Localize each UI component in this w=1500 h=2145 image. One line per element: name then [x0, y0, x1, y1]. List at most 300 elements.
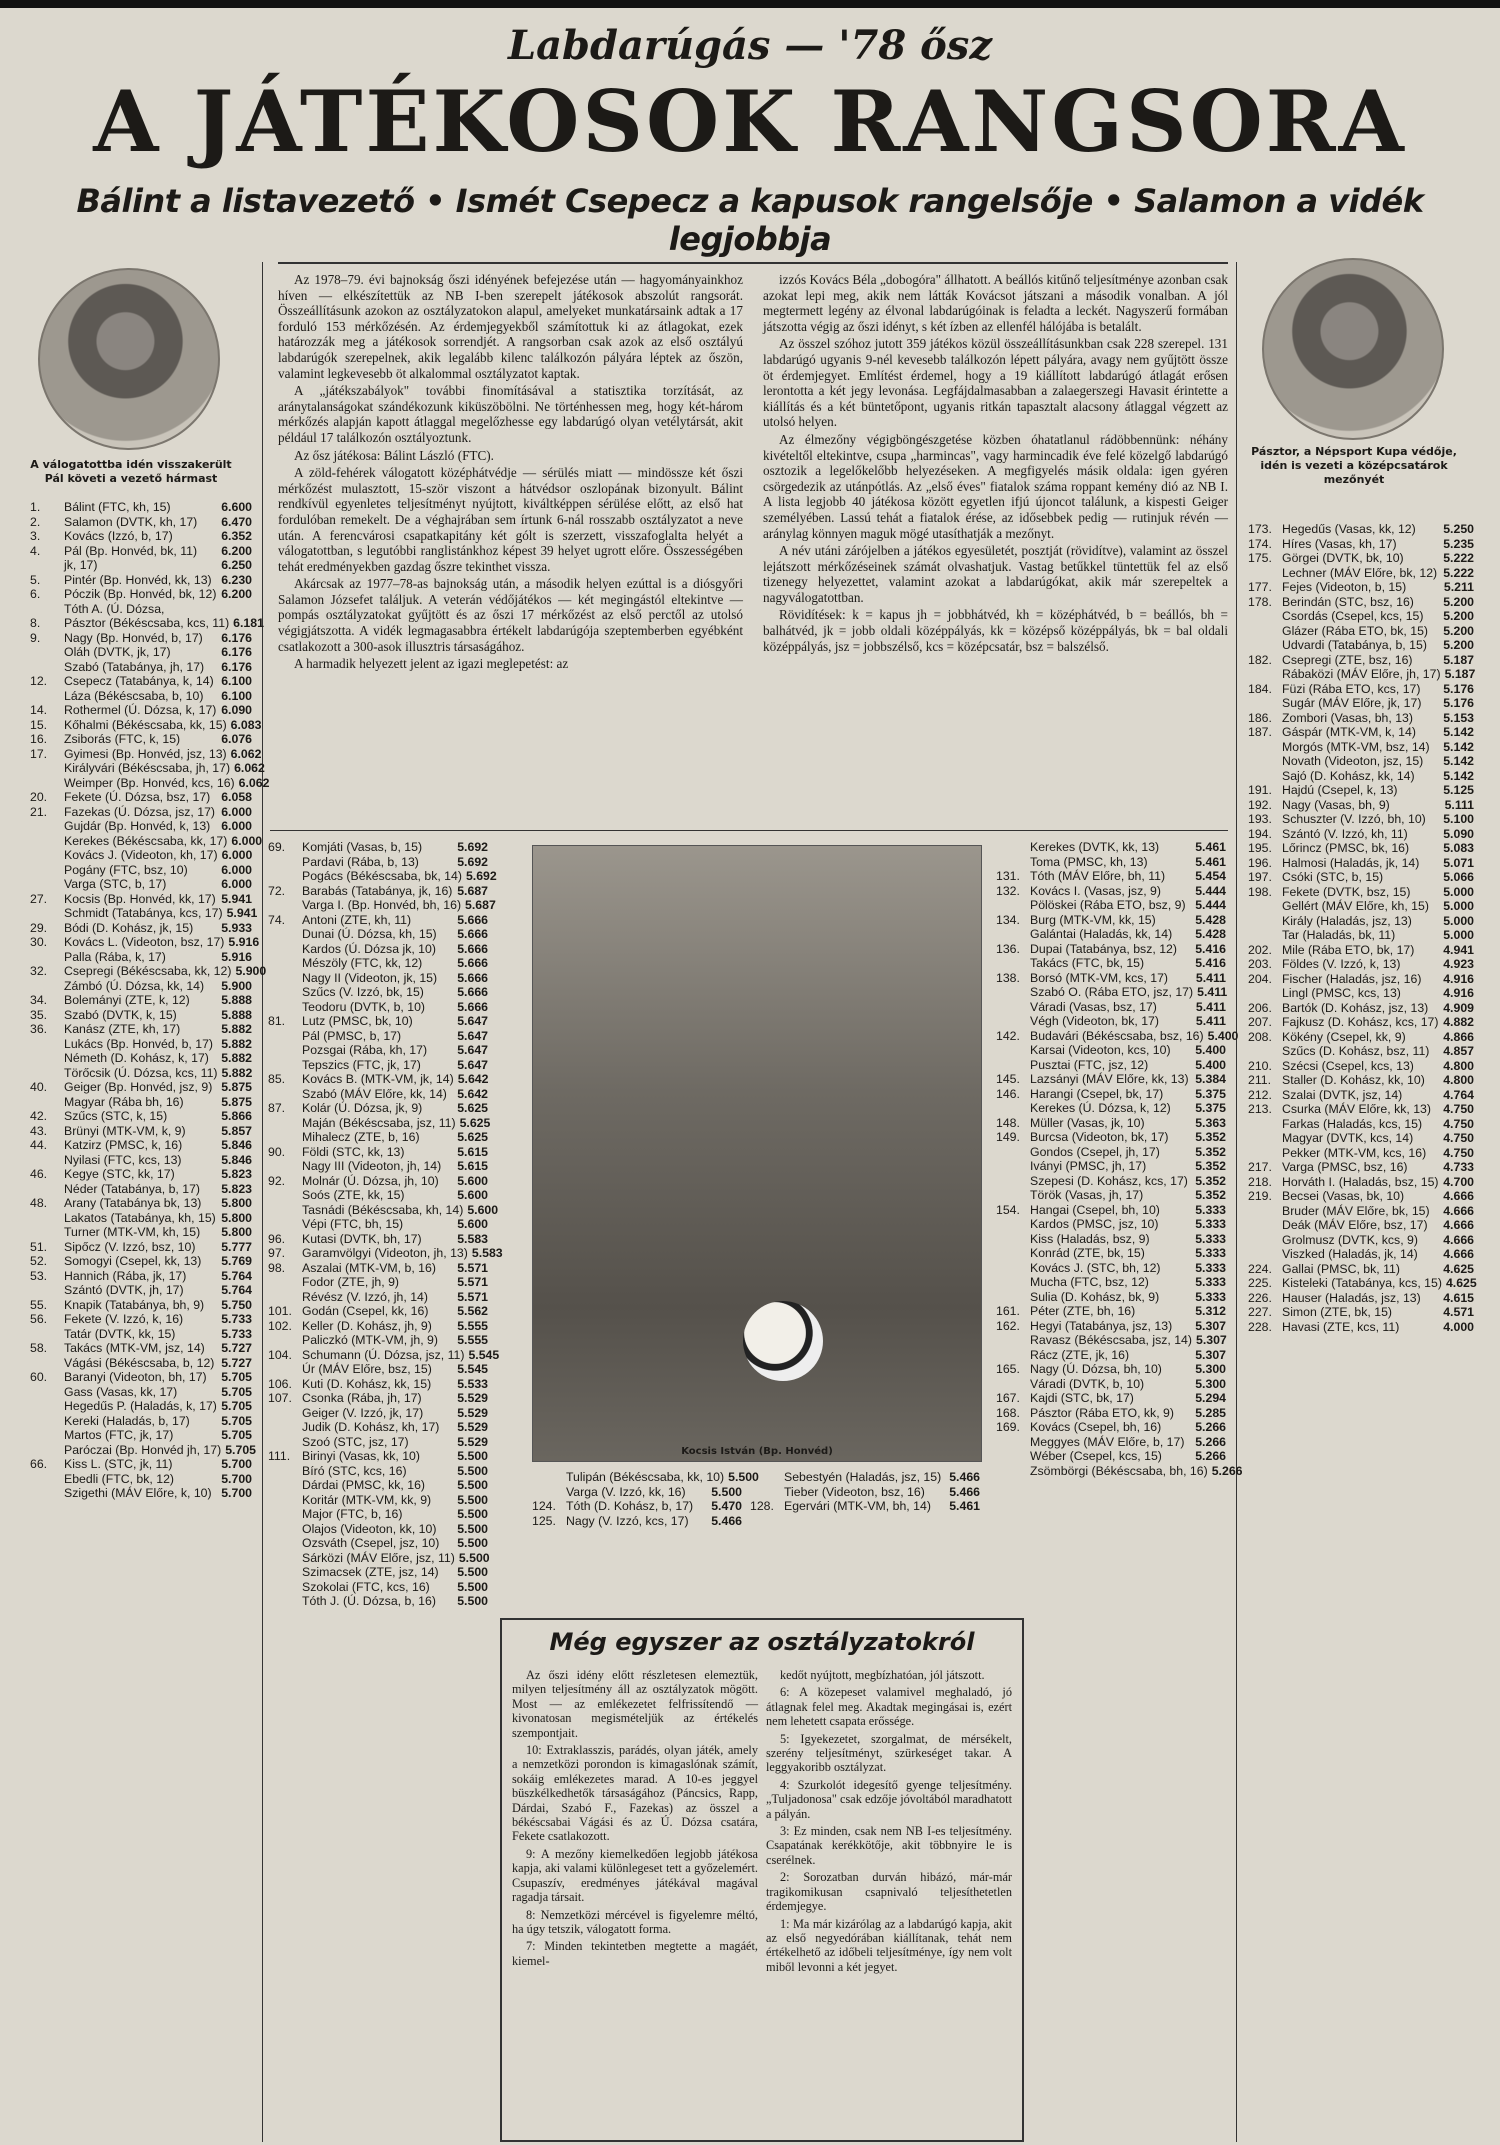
player-score: 5.000: [1443, 928, 1474, 942]
player-name: Halmosi (Haladás, jk, 14): [1282, 855, 1420, 870]
player-name: Palla (Rába, k, 17): [64, 949, 166, 964]
ranking-row: [30, 1269, 252, 1284]
player-name: Péter (ZTE, bh, 16): [1030, 1304, 1136, 1318]
player-name: Fazekas (Ú. Dózsa, jsz, 17): [64, 804, 216, 819]
rank-number: 96.: [268, 1231, 286, 1246]
player-name: Hegedűs (Vasas, kk, 12): [1282, 522, 1416, 536]
rank-number: [1248, 1204, 1278, 1219]
rank-number: [268, 1580, 298, 1595]
player-score: 5.705: [221, 1384, 252, 1399]
rank-number: 2.: [30, 514, 41, 529]
player-score: 5.555: [457, 1318, 488, 1333]
player-name: Törőcsik (Ú. Dózsa, kcs, 11): [64, 1065, 218, 1080]
ranking-row: [996, 1275, 1226, 1290]
player-name: Láza (Békéscsaba, b, 10): [64, 688, 204, 703]
player-score: 5.352: [1195, 1130, 1226, 1144]
ranking-row: [268, 884, 488, 899]
player-score: 5.090: [1443, 826, 1474, 841]
ranking-row: [30, 500, 252, 515]
player-name: Mile (Rába ETO, bk, 17): [1282, 942, 1415, 957]
player-name: Koritár (MTK-VM, kk, 9): [302, 1492, 432, 1507]
player-score: 4.666: [1443, 1247, 1474, 1261]
player-name: Pintér (Bp. Honvéd, kk, 13): [64, 572, 212, 587]
player-score: 5.142: [1443, 754, 1474, 768]
rank-number: 206.: [1248, 1000, 1272, 1015]
ranking-row: [30, 1196, 252, 1211]
ranking-row: [268, 1029, 488, 1044]
player-name: Lutz (PMSC, bk, 10): [302, 1014, 413, 1028]
paragraph: A zöld-fehérek válogatott középhátvédje — sérülés miatt — mindössze két őszi mérkőzést mulasztott, 15-ször viszont a hátvédsor oszlopának bizonyult. Bálint rendkívül egyenletes teljesítményt nyújtott, kiváltképpen sérülése előtt, az első hat fordulóban remekelt. De a véghajrában sem írtunk 6-nál rosszabb osztályzatot a neve után. A ferencvárosi csapatkapitány két gólt is szerzett, visszafoglalta helyét a válogatottban, s legutóbbi ranglistánkhoz képest 39 helyet ugrott előre. Összességében tehát eredményekben gazdag őszre tekinthet vissza.: [278, 465, 743, 574]
intro-article: [278, 262, 1228, 824]
player-score: 5.705: [221, 1413, 252, 1428]
rank-number: 42.: [30, 1109, 48, 1123]
rank-number: 182.: [1248, 652, 1272, 667]
ranking-row: [996, 1130, 1226, 1145]
player-name: Szokolai (FTC, kcs, 16): [302, 1579, 430, 1594]
ranking-row: [996, 1435, 1226, 1450]
rank-number: [30, 689, 60, 704]
rank-number: 29.: [30, 920, 48, 935]
player-name: Bódi (D. Kohász, jk, 15): [64, 920, 194, 935]
player-name: Szűcs (V. Izzó, bk, 15): [302, 985, 424, 999]
rank-number: 51.: [30, 1239, 48, 1254]
player-name: Oláh (DVTK, jk, 17): [64, 645, 171, 659]
player-score: 5.692: [457, 854, 488, 869]
player-score: 6.083: [230, 717, 262, 732]
ranking-row: [996, 1217, 1226, 1232]
player-score: 5.916: [221, 949, 252, 964]
player-name: Hegedűs P. (Haladás, k, 17): [64, 1399, 217, 1413]
rank-number: 34.: [30, 993, 48, 1007]
ranking-row: [1248, 754, 1474, 769]
player-score: 5.666: [457, 927, 488, 941]
player-score: 6.600: [221, 500, 252, 514]
rank-number: [996, 1014, 1026, 1029]
rank-number: [30, 1414, 60, 1429]
player-name: Zámbó (Ú. Dózsa, kk, 14): [64, 978, 205, 993]
rank-number: [30, 863, 60, 878]
rank-number: 228.: [1248, 1319, 1272, 1334]
player-name: Gass (Vasas, kk, 17): [64, 1384, 178, 1399]
ranking-row: [268, 1507, 488, 1522]
rank-number: [996, 1333, 1026, 1348]
player-name: Berindán (STC, bsz, 16): [1282, 594, 1414, 609]
player-name: Kovács (Izzó, b, 17): [64, 529, 173, 543]
match-photo: [532, 845, 982, 1462]
ranking-row: [996, 1101, 1226, 1116]
rank-number: [30, 1385, 60, 1400]
rank-number: 60.: [30, 1370, 48, 1384]
rank-number: [1248, 1117, 1278, 1132]
player-score: 5.300: [1195, 1362, 1226, 1376]
ranking-row: [532, 1499, 742, 1514]
player-score: 5.466: [711, 1513, 742, 1528]
player-score: 5.400: [1207, 1028, 1239, 1043]
ranking-row: [30, 746, 262, 762]
grading-col-2: [766, 1668, 1012, 1977]
column-rule: [1236, 262, 1237, 2142]
player-score: 5.153: [1443, 710, 1474, 725]
ranking-row: [30, 1254, 252, 1269]
ranking-row: [996, 1362, 1226, 1377]
grading-col-1: [512, 1668, 758, 1971]
player-name: Meggyes (MÁV Előre, b, 17): [1030, 1434, 1185, 1449]
player-name: Kovács J. (STC, bh, 12): [1030, 1260, 1161, 1275]
player-name: Pusztai (FTC, jsz, 12): [1030, 1057, 1149, 1072]
player-score: 5.461: [1195, 840, 1226, 854]
player-score: 4.571: [1443, 1305, 1474, 1319]
player-name: Vépi (FTC, bh, 15): [302, 1217, 404, 1231]
ranking-row: [532, 1485, 742, 1500]
player-score: 5.500: [457, 1478, 488, 1492]
player-score: 5.500: [711, 1484, 742, 1499]
ranking-row: [268, 971, 488, 986]
rank-number: 161.: [996, 1304, 1020, 1318]
rank-number: [30, 848, 60, 863]
player-score: 5.294: [1195, 1391, 1226, 1405]
ranking-row: [1248, 1030, 1474, 1045]
ranking-row: [268, 1420, 488, 1435]
rank-number: 174.: [1248, 536, 1272, 551]
player-name: Takács (MTK-VM, jsz, 14): [64, 1341, 205, 1355]
ranking-row: [1248, 928, 1474, 943]
player-score: 4.666: [1443, 1232, 1474, 1247]
player-score: 6.100: [221, 688, 252, 703]
player-score: 5.666: [457, 956, 488, 970]
player-name: Dupai (Tatabánya, bsz, 12): [1030, 941, 1177, 956]
player-name: Bolemányi (ZTE, k, 12): [64, 993, 190, 1007]
rank-number: 198.: [1248, 884, 1272, 899]
player-name: Váradi (Vasas, bsz, 17): [1030, 999, 1157, 1014]
player-score: 5.411: [1195, 970, 1226, 985]
top-rule: [0, 0, 1500, 8]
ranking-row: [1248, 1001, 1474, 1016]
player-name: Kovács L. (Videoton, bsz, 17): [64, 935, 225, 949]
page-title: A JÁTÉKOSOK RANGSORA: [93, 72, 1407, 171]
ranking-row: [996, 840, 1226, 855]
ranking-row: [1248, 624, 1474, 639]
player-score: 5.333: [1195, 1231, 1226, 1246]
rank-number: 218.: [1248, 1174, 1272, 1189]
player-name: Harangi (Csepel, bk, 17): [1030, 1086, 1164, 1101]
ranking-row: [1248, 551, 1474, 566]
player-name: Királyvári (Békéscsaba, jh, 17): [64, 761, 231, 775]
rank-number: [268, 1362, 298, 1377]
player-name: Pál (PMSC, b, 17): [302, 1028, 402, 1043]
rank-number: [996, 898, 1026, 913]
rank-number: 106.: [268, 1376, 292, 1391]
ranking-row: [268, 869, 497, 884]
rank-number: 55.: [30, 1297, 48, 1312]
player-score: 5.416: [1195, 956, 1226, 970]
rank-number: [268, 1275, 298, 1290]
rank-number: [268, 855, 298, 870]
player-score: 5.666: [457, 970, 488, 985]
player-name: Geiger (V. Izzó, jk, 17): [302, 1405, 424, 1420]
ranking-row: [996, 1449, 1226, 1464]
rank-number: [1248, 1131, 1278, 1146]
player-name: Híres (Vasas, kh, 17): [1282, 536, 1397, 551]
paragraph: A „játékszabályok" további finomításával a statisztika torzítását, az aránytalanságokat szándékozunk kiküszöbölni. Ne történhessen meg, hogy két-három mérkőzés alapján kapott átlaggal megelőzhesse egy labdarúgó olyan vetélytársát, akit például 17 találkozón osztályoztunk.: [278, 383, 743, 445]
player-name: Kerekes (Ú. Dózsa, k, 12): [1030, 1101, 1171, 1115]
ranking-row: [996, 1290, 1226, 1305]
player-name: Mészöly (FTC, kk, 12): [302, 956, 423, 970]
rank-number: [996, 985, 1026, 1000]
player-score: 4.916: [1443, 971, 1474, 986]
player-score: 5.562: [457, 1304, 488, 1318]
player-score: 5.642: [457, 1086, 488, 1101]
rank-number: [268, 1290, 298, 1305]
player-name: Szabó (MÁV Előre, kk, 14): [302, 1086, 447, 1101]
player-score: 5.941: [226, 906, 258, 920]
player-score: 5.307: [1195, 1333, 1227, 1347]
ranking-row: [1248, 1233, 1474, 1248]
player-name: Somogyi (Csepel, kk, 13): [64, 1254, 202, 1268]
player-name: Hannich (Rába, jk, 17): [64, 1268, 187, 1283]
player-score: 5.687: [465, 898, 496, 912]
ranking-row: [1248, 653, 1474, 668]
rank-number: 85.: [268, 1072, 286, 1086]
ranking-row: [268, 1333, 488, 1348]
rank-number: 167.: [996, 1391, 1020, 1405]
rank-number: [996, 1174, 1026, 1189]
rank-number: [1248, 1247, 1278, 1262]
player-name: Nagy (Vasas, bh, 9): [1282, 797, 1390, 812]
rank-number: 97.: [268, 1246, 286, 1260]
rank-number: 20.: [30, 790, 48, 804]
ranking-row: [268, 985, 488, 1000]
ranking-row: [30, 863, 252, 878]
ranking-row: [1248, 856, 1474, 871]
ranking-row: [30, 950, 252, 965]
player-name: Sebestyén (Haladás, jsz, 15): [784, 1470, 942, 1484]
ranking-row: [30, 529, 252, 544]
rank-number: 9.: [30, 630, 41, 645]
player-score: 5.307: [1195, 1318, 1226, 1333]
ranking-row: [30, 1457, 252, 1472]
player-name: Hangai (Csepel, bh, 10): [1030, 1202, 1160, 1217]
player-name: Csepecz (Tatabánya, k, 14): [64, 674, 214, 688]
rank-number: 207.: [1248, 1015, 1272, 1029]
ranking-row: [1248, 943, 1474, 958]
player-name: Havasi (ZTE, kcs, 11): [1282, 1319, 1400, 1334]
player-name: Borsó (MTK-VM, kcs, 17): [1030, 970, 1169, 985]
player-name: Szepesi (D. Kohász, kcs, 17): [1030, 1173, 1188, 1188]
ranking-row: [996, 1406, 1226, 1421]
player-name: Barabás (Tatabánya, jk, 16): [302, 883, 453, 898]
ranking-row: [996, 985, 1226, 1000]
paragraph: 4: Szurkolót idegesítő gyenge teljesítmény. „Tuljadonosa" csak edzője jóvoltából maradhatott a pályán.: [766, 1777, 1012, 1821]
player-name: Kajdi (STC, bk, 17): [1030, 1391, 1134, 1405]
player-name: Király (Haladás, jsz, 13): [1282, 913, 1412, 928]
rank-number: [30, 1327, 60, 1342]
rank-number: 1.: [30, 500, 41, 514]
rank-number: 149.: [996, 1130, 1020, 1144]
player-name: Bálint (FTC, kh, 15): [64, 500, 171, 514]
player-score: 5.142: [1443, 739, 1474, 754]
player-score: 5.692: [457, 840, 488, 854]
player-score: 5.846: [221, 1152, 252, 1167]
ranking-row: [30, 993, 252, 1008]
rank-number: 208.: [1248, 1029, 1272, 1044]
ranking-row: [30, 892, 252, 907]
player-score: 5.000: [1443, 913, 1474, 928]
rank-number: 224.: [1248, 1261, 1272, 1276]
ranking-row: [30, 631, 252, 646]
ranking-row: [30, 921, 252, 936]
ranking-row: [268, 1058, 488, 1073]
rank-number: [996, 1058, 1026, 1073]
player-name: Kocsis (Bp. Honvéd, kk, 17): [64, 891, 216, 906]
grading-box: [500, 1618, 1024, 2142]
ranking-row: [996, 1333, 1226, 1348]
ranking-row: [1248, 1117, 1474, 1132]
player-name: Csepregi (ZTE, bsz, 16): [1282, 652, 1413, 667]
ranking-row: [30, 703, 252, 718]
ranking-row: [30, 1414, 252, 1429]
player-name: Dárdai (PMSC, kk, 16): [302, 1478, 425, 1492]
ranking-row: [1248, 957, 1474, 972]
ranking-row: [996, 1014, 1226, 1029]
ranking-row: [1248, 595, 1474, 610]
ranking-mid-1: [532, 1470, 759, 1528]
rank-number: [268, 1493, 298, 1508]
rank-number: 43.: [30, 1123, 48, 1138]
rank-number: [268, 1217, 298, 1232]
player-score: 5.300: [1195, 1376, 1226, 1391]
player-name: Lingl (PMSC, kcs, 13): [1282, 986, 1401, 1000]
ranking-row: [30, 906, 258, 921]
ranking-row: [1248, 870, 1474, 885]
player-name: Martos (FTC, jk, 17): [64, 1428, 174, 1442]
ranking-row: [1248, 986, 1474, 1001]
player-score: 5.705: [221, 1428, 252, 1442]
ranking-row: [30, 573, 252, 588]
ranking-row: [268, 1304, 488, 1319]
rank-number: [30, 1211, 60, 1226]
player-score: 5.545: [468, 1347, 500, 1362]
rank-number: [30, 776, 60, 791]
player-score: 5.200: [1443, 623, 1474, 638]
ranking-row: [996, 1377, 1226, 1392]
player-score: 5.500: [457, 1507, 488, 1521]
ranking-row: [268, 1000, 488, 1015]
rank-number: [268, 1551, 298, 1566]
rank-number: [996, 1159, 1026, 1174]
ranking-row: [268, 1087, 488, 1102]
ranking-row: [268, 1551, 488, 1566]
player-name: Kőhalmi (Békéscsaba, kk, 15): [64, 717, 227, 732]
player-score: 5.083: [1443, 841, 1474, 855]
rank-number: 21.: [30, 804, 48, 819]
ranking-row: [268, 1232, 488, 1247]
ranking-row: [30, 1225, 252, 1240]
player-score: 5.600: [457, 1173, 488, 1188]
player-name: Kardos (Ú. Dózsa jk, 10): [302, 941, 436, 956]
player-score: 6.090: [221, 703, 252, 717]
ranking-row: [30, 935, 260, 950]
player-score: 5.733: [221, 1326, 252, 1341]
player-score: 5.411: [1195, 1014, 1226, 1028]
ranking-row: [1248, 566, 1474, 581]
rank-number: [996, 1188, 1026, 1203]
ranking-row: [1248, 1044, 1474, 1059]
ranking-row: [268, 1145, 488, 1160]
ranking-row: [1248, 1276, 1477, 1291]
rank-number: [30, 1428, 60, 1443]
rank-number: 217.: [1248, 1160, 1272, 1174]
ranking-row: [30, 515, 252, 530]
rank-number: 90.: [268, 1144, 286, 1159]
player-score: 5.250: [1443, 522, 1474, 536]
ranking-row: [30, 1080, 252, 1095]
ranking-row: [268, 1188, 488, 1203]
player-score: 4.916: [1443, 986, 1474, 1000]
ranking-row: [532, 1470, 759, 1485]
page-subtitle: Bálint a listavezető • Ismét Csepecz a kapusok rangelsője • Salamon a vidék legjobbja: [76, 182, 1424, 258]
player-score: 4.625: [1445, 1276, 1477, 1290]
rank-number: [268, 1333, 298, 1348]
ranking-row: [268, 1101, 488, 1116]
player-score: 5.764: [221, 1268, 252, 1283]
player-name: Maján (Békéscsaba, jsz, 11): [302, 1115, 456, 1130]
rank-number: [30, 906, 60, 921]
ranking-row: [30, 732, 252, 747]
rank-number: [30, 1472, 60, 1487]
player-name: Staller (D. Kohász, kk, 10): [1282, 1073, 1425, 1087]
ranking-row: [1248, 682, 1474, 697]
player-score: 5.600: [467, 1202, 499, 1217]
rank-number: [268, 1522, 298, 1537]
player-name: Hauser (Haladás, jsz, 13): [1282, 1290, 1421, 1305]
paragraph: kedőt nyújtott, megbízhatóan, jól játszott.: [780, 1668, 985, 1682]
player-name: Pogány (FTC, bsz, 10): [64, 862, 188, 877]
player-score: 4.666: [1443, 1218, 1474, 1232]
ranking-row: [996, 927, 1226, 942]
column-rule: [262, 262, 263, 2142]
ranking-row: [996, 1261, 1226, 1276]
player-name: Fekete (Ú. Dózsa, bsz, 17): [64, 790, 211, 804]
player-score: 5.533: [457, 1376, 488, 1391]
player-name: Lazsányi (MÁV Előre, kk, 13): [1030, 1072, 1189, 1086]
rank-number: 173.: [1248, 522, 1272, 536]
player-name: Rothermel (Ú. Dózsa, k, 17): [64, 703, 217, 717]
ranking-row: [268, 1362, 488, 1377]
rank-number: [268, 1420, 298, 1435]
rank-number: [1248, 740, 1278, 755]
ranking-row: [30, 1312, 252, 1327]
player-score: 6.000: [221, 862, 252, 877]
ranking-row: [268, 1202, 499, 1218]
player-name: Major (FTC, b, 16): [302, 1507, 403, 1521]
player-score: 5.866: [221, 1109, 252, 1123]
ranking-row: [268, 1319, 488, 1334]
ranking-col-4: [1248, 522, 1477, 1334]
ranking-row: [996, 1043, 1226, 1058]
player-score: 4.666: [1443, 1189, 1474, 1203]
ranking-row: [750, 1499, 980, 1514]
player-score: 5.727: [221, 1355, 252, 1370]
player-name: Grolmusz (DVTK, kcs, 9): [1282, 1232, 1418, 1247]
player-score: 5.400: [1195, 1043, 1226, 1057]
rank-number: [1248, 1218, 1278, 1233]
ranking-row: [996, 1116, 1226, 1131]
ranking-row: [1248, 1088, 1474, 1103]
rank-number: [30, 819, 60, 834]
player-name: Kanász (ZTE, kh, 17): [64, 1022, 181, 1036]
player-name: Szűcs (STC, k, 15): [64, 1109, 168, 1123]
rank-number: 125.: [532, 1513, 556, 1528]
